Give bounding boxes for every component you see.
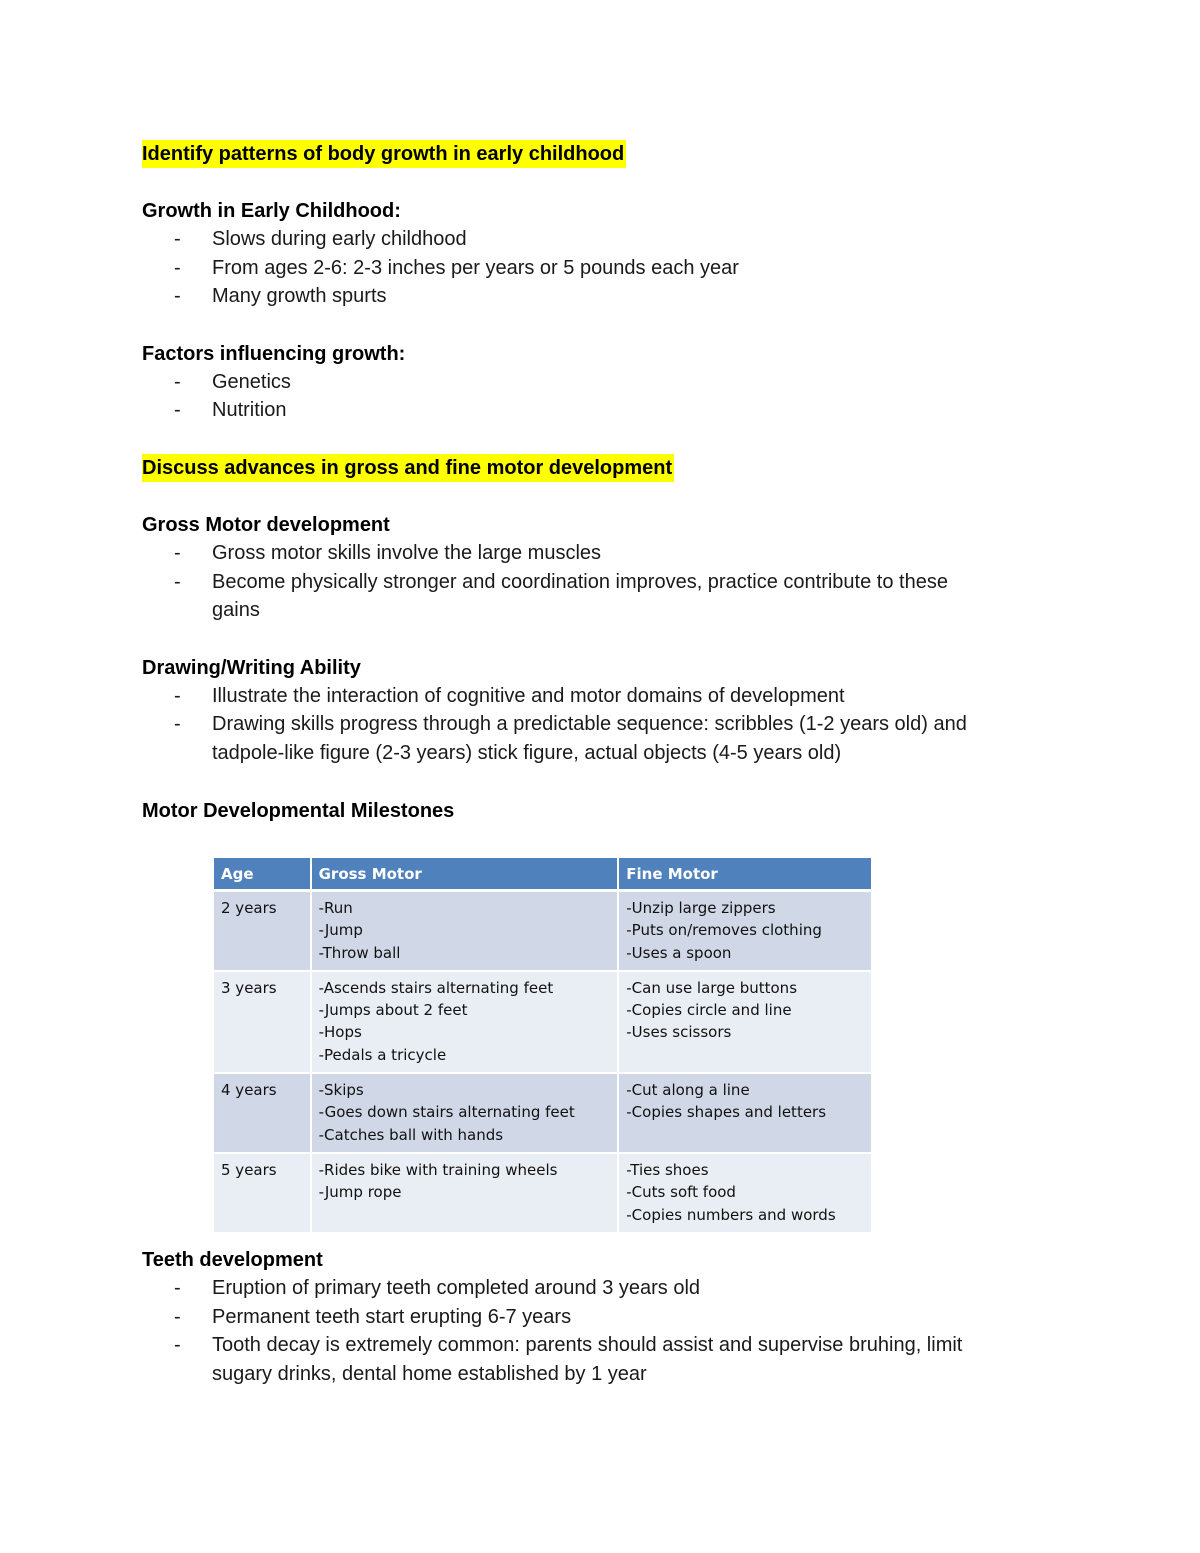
growth-heading: Growth in Early Childhood: [142, 200, 401, 222]
table-row [214, 971, 872, 1073]
milestones-heading: Motor Developmental Milestones [142, 799, 455, 822]
factors-list [142, 368, 1042, 425]
table-row [214, 1073, 872, 1153]
heading-motor-development [142, 454, 1042, 482]
table-row [214, 1153, 872, 1233]
highlighted-heading: Discuss advances in gross and fine motor development [142, 454, 674, 482]
gross-motor-list [142, 539, 1042, 625]
list-item-continuation: tadpole-like figure (2-3 years) stick figure, actual objects (4-5 years old) [212, 741, 842, 764]
factors-heading: Factors influencing growth: [142, 342, 406, 365]
list-item: - From ages 2-6: 2-3 inches per years or 5 pounds each year [174, 256, 739, 279]
list-item: - Nutrition [174, 399, 287, 422]
list-item: - Drawing skills progress through a predictable sequence: scribbles (1-2 years old) and [174, 713, 967, 736]
column-header-age: Age [214, 858, 311, 891]
list-item: - Become physically stronger and coordination improves, practice contribute to these [174, 570, 948, 593]
document-page [142, 140, 1042, 825]
list-item: - Genetics [174, 370, 291, 393]
teeth-list [142, 1274, 1042, 1388]
fine-cell: -Cut along a line -Copies shapes and letters [618, 1073, 872, 1153]
gross-cell: -Ascends stairs alternating feet -Jumps about 2 feet -Hops -Pedals a tricycle [311, 971, 619, 1073]
list-item: - Gross motor skills involve the large muscles [174, 541, 602, 564]
list-item: - Tooth decay is extremely common: parents should assist and supervise bruhing, limit [174, 1334, 963, 1357]
teeth-section [142, 1246, 1042, 1388]
list-item: - Eruption of primary teeth completed around 3 years old [174, 1277, 701, 1299]
drawing-heading: Drawing/Writing Ability [142, 656, 361, 679]
growth-list [142, 225, 1042, 311]
fine-cell: -Unzip large zippers -Puts on/removes clothing -Uses a spoon [618, 891, 872, 971]
list-item: - Illustrate the interaction of cognitive and motor domains of development [174, 684, 845, 707]
teeth-heading: Teeth development [142, 1249, 323, 1271]
age-cell: 4 years [214, 1073, 311, 1153]
heading-body-growth [142, 140, 1042, 168]
age-cell: 3 years [214, 971, 311, 1073]
column-header-gross: Gross Motor [311, 858, 619, 891]
table-row [214, 891, 872, 971]
list-item-continuation: sugary drinks, dental home established by 1 year [212, 1362, 647, 1385]
list-item: - Slows during early childhood [174, 228, 467, 250]
list-item-continuation: gains [212, 599, 260, 622]
fine-cell: -Ties shoes -Cuts soft food -Copies numbers and words [618, 1153, 872, 1233]
list-item: - Many growth spurts [174, 285, 387, 308]
gross-cell: -Run -Jump -Throw ball [311, 891, 619, 971]
drawing-list [142, 682, 1042, 768]
column-header-fine: Fine Motor [618, 858, 872, 891]
age-cell: 2 years [214, 891, 311, 971]
highlighted-heading: Identify patterns of body growth in early childhood [142, 140, 626, 168]
list-item: - Permanent teeth start erupting 6-7 years [174, 1305, 572, 1328]
table-header-row [214, 858, 872, 891]
fine-cell: -Can use large buttons -Copies circle and line -Uses scissors [618, 971, 872, 1073]
gross-cell: -Rides bike with training wheels -Jump rope [311, 1153, 619, 1233]
gross-cell: -Skips -Goes down stairs alternating feet -Catches ball with hands [311, 1073, 619, 1153]
milestones-table [214, 858, 873, 1234]
gross-motor-heading: Gross Motor development [142, 513, 390, 536]
age-cell: 5 years [214, 1153, 311, 1233]
